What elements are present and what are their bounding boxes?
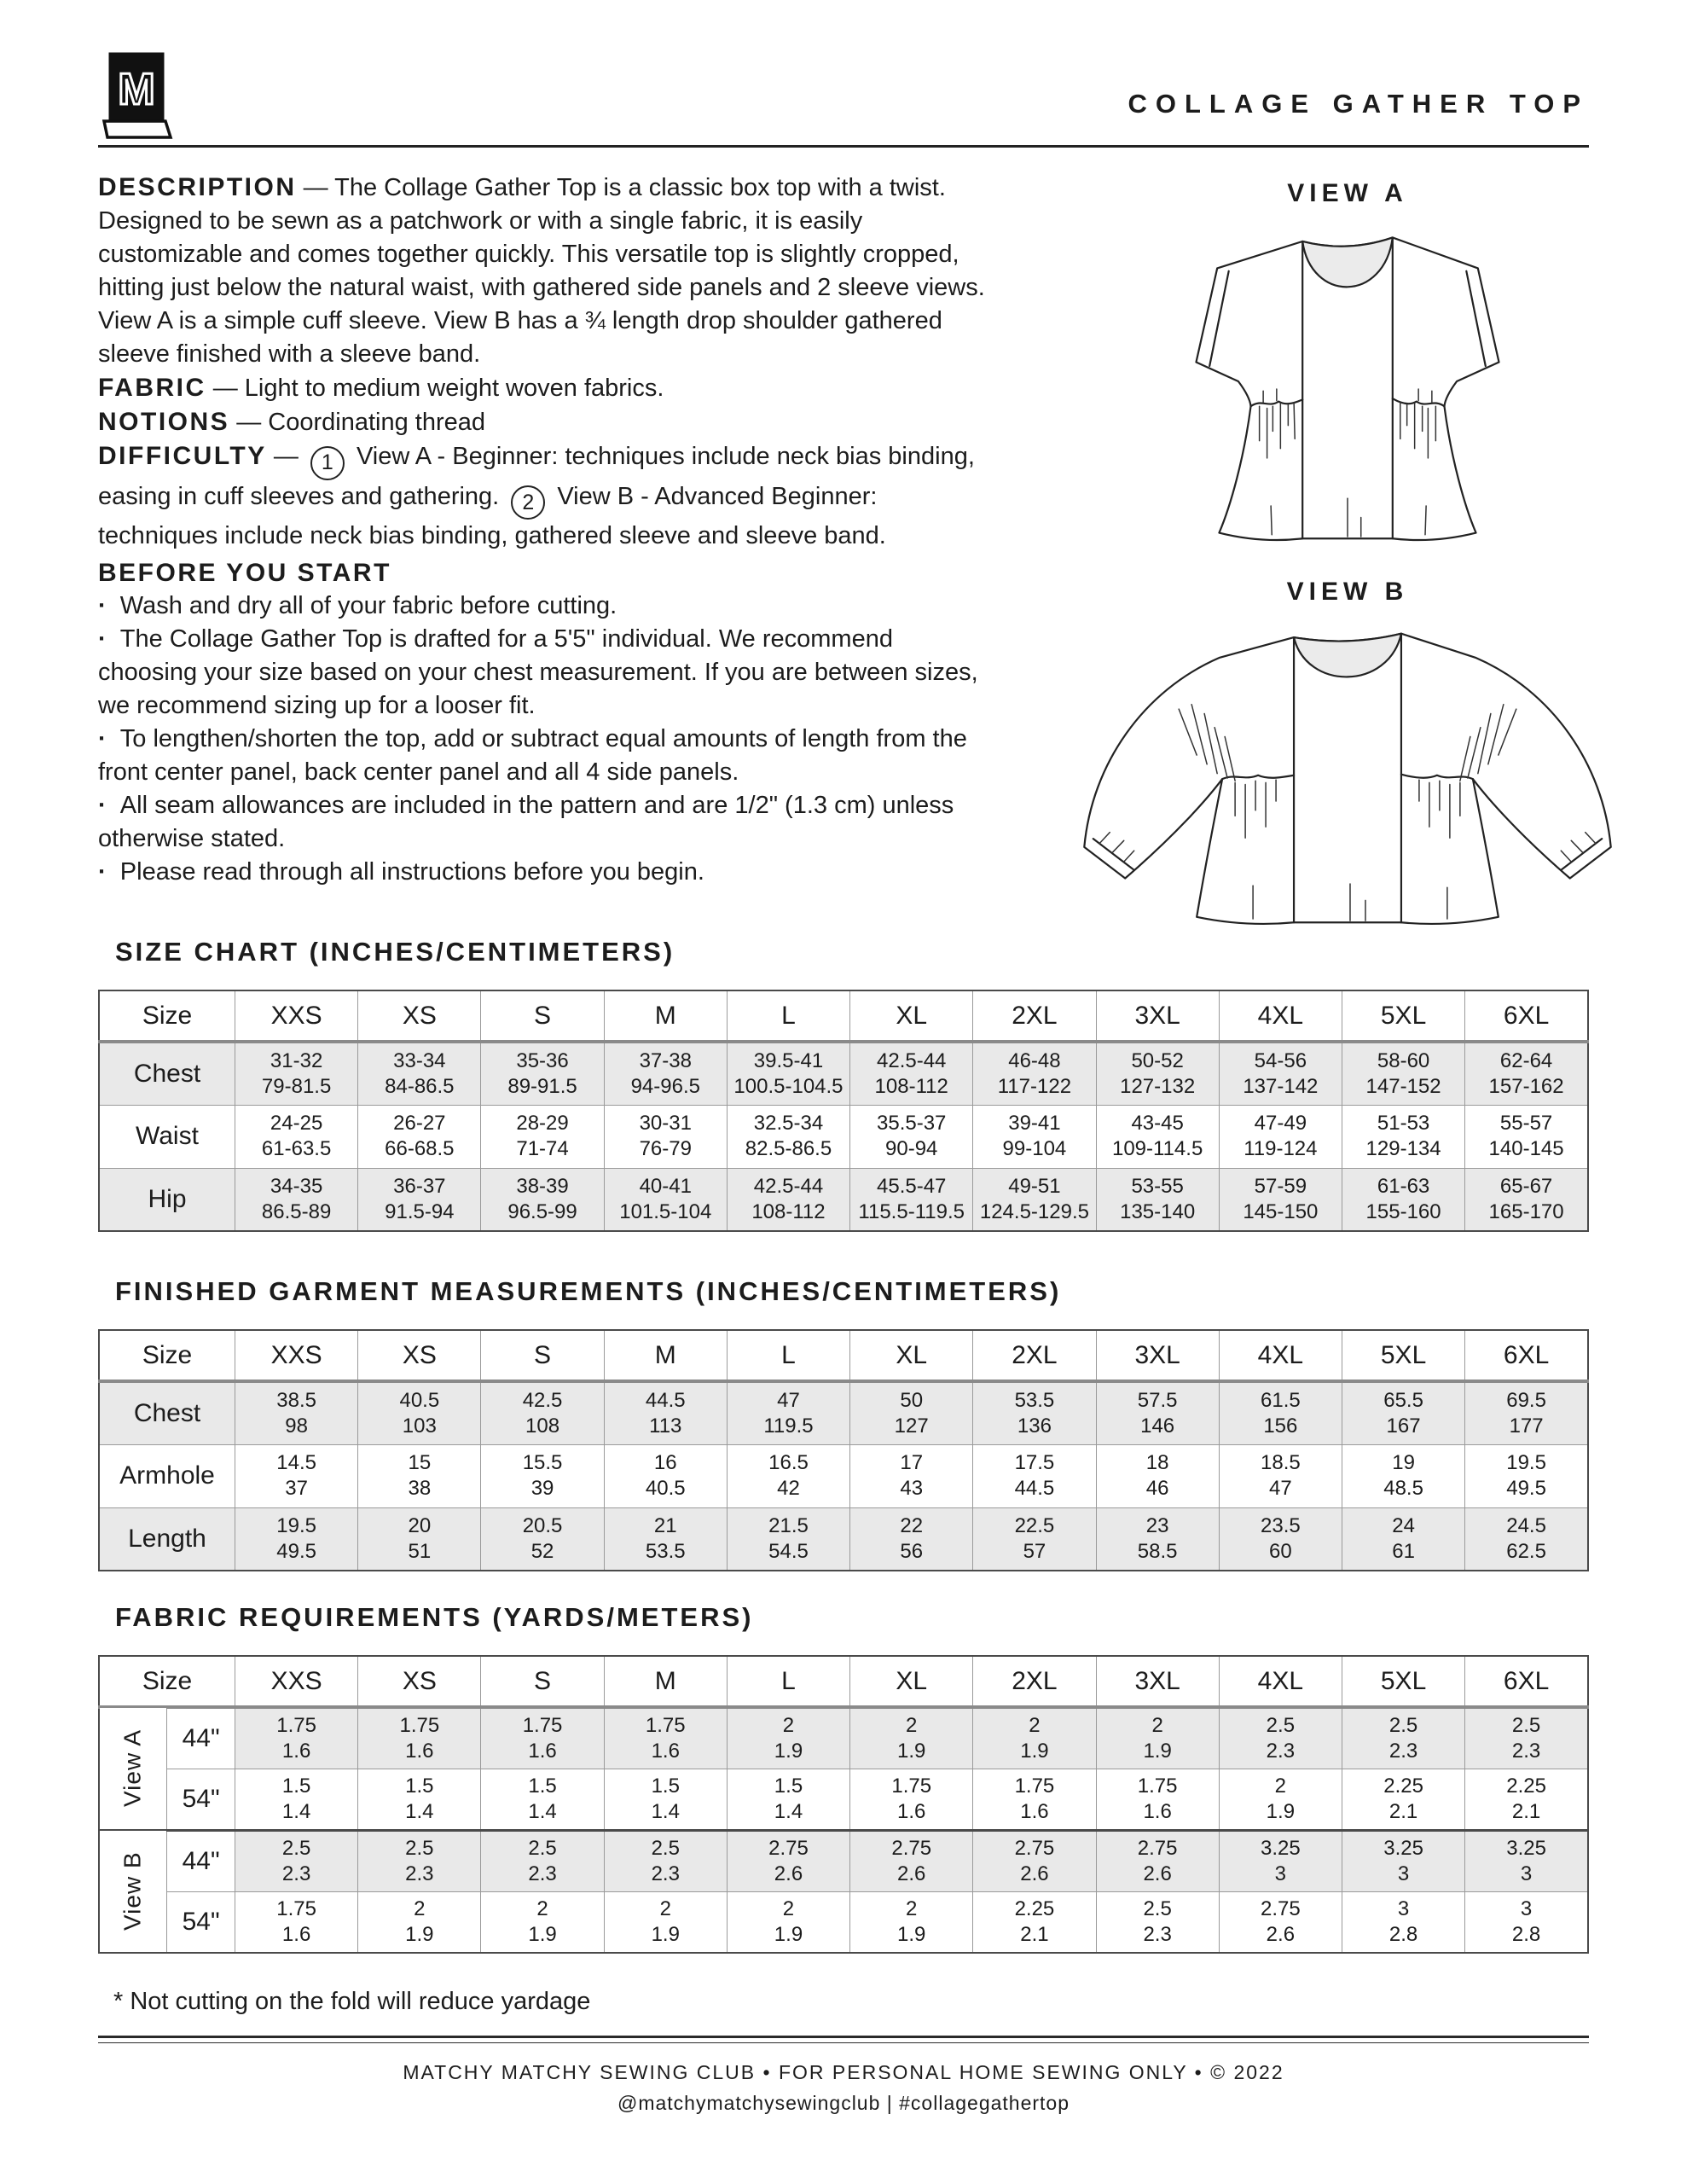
value-cell: 2 1.9	[1219, 1769, 1342, 1830]
description-text: — The Collage Gather Top is a classic box top with a twist. Designed to be sewn as a patchwork or with a single fabric, it is easily customizable and comes together quickly. This versatile top is slightly cropped, hitting just below the natural waist, with gathered side panels and 2 sleeve views. View A is a simple cuff sleeve. View B has a ¾ length drop shoulder gathered sleeve finished with a sleeve band.	[98, 174, 985, 368]
fabric-requirements-table	[98, 1655, 1589, 1954]
value-cell: 23 58.5	[1096, 1507, 1219, 1571]
value-cell: 2.25 2.1	[1342, 1769, 1464, 1830]
size-column-header: L	[727, 1656, 849, 1707]
value-cell: 35-36 89-91.5	[481, 1042, 604, 1105]
difficulty-1-badge: 1	[310, 446, 345, 480]
list-item: · Please read through all instructions before you begin.	[98, 856, 992, 889]
size-column-header: L	[727, 990, 849, 1042]
size-column-header: XL	[850, 1330, 973, 1381]
value-cell: 38-39 96.5-99	[481, 1168, 604, 1231]
value-cell: 16 40.5	[604, 1444, 727, 1507]
size-column-header: M	[604, 1656, 727, 1707]
row-label: Chest	[99, 1381, 235, 1444]
view-group-label: View A	[99, 1707, 167, 1830]
svg-text:M: M	[118, 65, 155, 114]
value-cell: 47 119.5	[727, 1381, 849, 1444]
list-item: · Wash and dry all of your fabric before cutting.	[98, 590, 992, 623]
value-cell: 21 53.5	[604, 1507, 727, 1571]
value-cell: 43-45 109-114.5	[1096, 1105, 1219, 1168]
header-divider	[98, 145, 1589, 148]
value-cell: 1.75 1.6	[235, 1707, 358, 1769]
value-cell: 65.5 167	[1342, 1381, 1464, 1444]
value-cell: 2 1.9	[850, 1707, 973, 1769]
list-item: · To lengthen/shorten the top, add or subtract equal amounts of length from the front center panel, back center panel and all 4 side panels.	[98, 723, 992, 789]
value-cell: 2.75 2.6	[727, 1830, 849, 1891]
size-column-header: 2XL	[973, 1330, 1096, 1381]
value-cell: 53-55 135-140	[1096, 1168, 1219, 1231]
size-header-cell: Size	[99, 1330, 235, 1381]
size-column-header: 4XL	[1219, 1656, 1342, 1707]
value-cell: 2.5 2.3	[1465, 1707, 1588, 1769]
value-cell: 55-57 140-145	[1465, 1105, 1588, 1168]
value-cell: 3.25 3	[1219, 1830, 1342, 1891]
difficulty-1-text: View A - Beginner: techniques include neck bias binding, easing in cuff sleeves and gathering.	[98, 443, 975, 510]
value-cell: 1.5 1.4	[604, 1769, 727, 1830]
description-paragraph	[98, 171, 992, 371]
view-b-illustration	[1053, 617, 1642, 939]
table-row	[99, 1105, 1588, 1168]
footer-copyright: MATCHY MATCHY SEWING CLUB • FOR PERSONAL HOME SEWING ONLY • © 2022	[403, 2061, 1284, 2083]
size-column-header: XL	[850, 1656, 973, 1707]
value-cell: 24-25 61-63.5	[235, 1105, 358, 1168]
value-cell: 42.5-44 108-112	[727, 1168, 849, 1231]
value-cell: 15 38	[358, 1444, 481, 1507]
value-cell: 22.5 57	[973, 1507, 1096, 1571]
value-cell: 37-38 94-96.5	[604, 1042, 727, 1105]
finished-measurements-title: FINISHED GARMENT MEASUREMENTS (INCHES/CENTIMETERS)	[115, 1276, 1062, 1306]
value-cell: 39.5-41 100.5-104.5	[727, 1042, 849, 1105]
fabric-width-label: 44"	[167, 1830, 235, 1891]
before-you-start-heading: BEFORE YOU START	[98, 559, 391, 587]
value-cell: 30-31 76-79	[604, 1105, 727, 1168]
size-column-header: 6XL	[1465, 1330, 1588, 1381]
value-cell: 3.25 3	[1342, 1830, 1464, 1891]
list-item: · All seam allowances are included in the pattern and are 1/2" (1.3 cm) unless otherwise stated.	[98, 789, 992, 856]
value-cell: 26-27 66-68.5	[358, 1105, 481, 1168]
fabric-requirements-section	[98, 1602, 1589, 1954]
difficulty-2-text: View B - Advanced Beginner: techniques include neck bias binding, gathered sleeve and sleeve band.	[98, 482, 886, 549]
value-cell: 2.5 2.3	[1096, 1891, 1219, 1953]
value-cell: 2.5 2.3	[604, 1830, 727, 1891]
size-column-header: L	[727, 1330, 849, 1381]
value-cell: 57-59 145-150	[1219, 1168, 1342, 1231]
value-cell: 1.75 1.6	[973, 1769, 1096, 1830]
value-cell: 2.5 2.3	[1219, 1707, 1342, 1769]
value-cell: 2 1.9	[850, 1891, 973, 1953]
difficulty-dash: —	[273, 443, 299, 470]
value-cell: 62-64 157-162	[1465, 1042, 1588, 1105]
size-chart-table	[98, 990, 1589, 1232]
size-column-header: 2XL	[973, 1656, 1096, 1707]
difficulty-paragraph	[98, 439, 992, 553]
size-column-header: XS	[358, 1330, 481, 1381]
value-cell: 2.5 2.3	[1342, 1707, 1464, 1769]
table-row	[99, 1707, 1588, 1769]
value-cell: 32.5-34 82.5-86.5	[727, 1105, 849, 1168]
value-cell: 1.75 1.6	[481, 1707, 604, 1769]
value-cell: 2.75 2.6	[973, 1830, 1096, 1891]
value-cell: 42.5-44 108-112	[850, 1042, 973, 1105]
value-cell: 3 2.8	[1342, 1891, 1464, 1953]
value-cell: 22 56	[850, 1507, 973, 1571]
value-cell: 19 48.5	[1342, 1444, 1464, 1507]
table-row	[99, 1891, 1588, 1953]
value-cell: 45.5-47 115.5-119.5	[850, 1168, 973, 1231]
value-cell: 2.75 2.6	[1096, 1830, 1219, 1891]
value-cell: 35.5-37 90-94	[850, 1105, 973, 1168]
value-cell: 1.5 1.4	[358, 1769, 481, 1830]
value-cell: 1.75 1.6	[850, 1769, 973, 1830]
value-cell: 61-63 155-160	[1342, 1168, 1464, 1231]
value-cell: 40-41 101.5-104	[604, 1168, 727, 1231]
view-b-label: VIEW B	[1286, 578, 1409, 606]
fabric-width-label: 54"	[167, 1769, 235, 1830]
value-cell: 2 1.9	[604, 1891, 727, 1953]
row-label: Waist	[99, 1105, 235, 1168]
value-cell: 24 61	[1342, 1507, 1464, 1571]
table-row	[99, 1830, 1588, 1891]
value-cell: 3.25 3	[1465, 1830, 1588, 1891]
difficulty-2-badge: 2	[511, 485, 545, 520]
fabric-width-label: 54"	[167, 1891, 235, 1953]
value-cell: 57.5 146	[1096, 1381, 1219, 1444]
value-cell: 31-32 79-81.5	[235, 1042, 358, 1105]
row-label: Chest	[99, 1042, 235, 1105]
size-column-header: 4XL	[1219, 990, 1342, 1042]
table-row	[99, 1042, 1588, 1105]
value-cell: 53.5 136	[973, 1381, 1096, 1444]
size-column-header: 5XL	[1342, 1330, 1464, 1381]
value-cell: 19.5 49.5	[1465, 1444, 1588, 1507]
value-cell: 24.5 62.5	[1465, 1507, 1588, 1571]
value-cell: 50 127	[850, 1381, 973, 1444]
value-cell: 34-35 86.5-89	[235, 1168, 358, 1231]
fabric-label: FABRIC	[98, 374, 206, 402]
notions-paragraph	[98, 405, 992, 439]
value-cell: 23.5 60	[1219, 1507, 1342, 1571]
difficulty-label: DIFFICULTY	[98, 442, 267, 470]
value-cell: 2.5 2.3	[358, 1830, 481, 1891]
value-cell: 2.75 2.6	[850, 1830, 973, 1891]
size-column-header: S	[481, 1656, 604, 1707]
size-column-header: XXS	[235, 990, 358, 1042]
footer-social: @matchymatchysewingclub | #collagegathertop	[617, 2092, 1070, 2114]
view-group-label: View B	[99, 1830, 167, 1953]
value-cell: 33-34 84-86.5	[358, 1042, 481, 1105]
value-cell: 49-51 124.5-129.5	[973, 1168, 1096, 1231]
size-column-header: 6XL	[1465, 990, 1588, 1042]
fabric-requirements-title: FABRIC REQUIREMENTS (YARDS/METERS)	[115, 1602, 754, 1632]
finished-measurements-section	[98, 1276, 1589, 1571]
value-cell: 18.5 47	[1219, 1444, 1342, 1507]
description-label: DESCRIPTION	[98, 173, 297, 201]
value-cell: 40.5 103	[358, 1381, 481, 1444]
yardage-footnote: * Not cutting on the fold will reduce yardage	[113, 1988, 591, 2015]
value-cell: 20 51	[358, 1507, 481, 1571]
value-cell: 50-52 127-132	[1096, 1042, 1219, 1105]
value-cell: 3 2.8	[1465, 1891, 1588, 1953]
value-cell: 2 1.9	[727, 1891, 849, 1953]
row-label: Armhole	[99, 1444, 235, 1507]
value-cell: 58-60 147-152	[1342, 1042, 1464, 1105]
value-cell: 17.5 44.5	[973, 1444, 1096, 1507]
table-row	[99, 1381, 1588, 1444]
size-column-header: S	[481, 1330, 604, 1381]
value-cell: 61.5 156	[1219, 1381, 1342, 1444]
table-row	[99, 1444, 1588, 1507]
value-cell: 46-48 117-122	[973, 1042, 1096, 1105]
value-cell: 2.5 2.3	[235, 1830, 358, 1891]
value-cell: 15.5 39	[481, 1444, 604, 1507]
page-title: COLLAGE GATHER TOP	[1128, 89, 1589, 119]
row-label: Hip	[99, 1168, 235, 1231]
value-cell: 51-53 129-134	[1342, 1105, 1464, 1168]
value-cell: 16.5 42	[727, 1444, 849, 1507]
value-cell: 42.5 108	[481, 1381, 604, 1444]
value-cell: 1.75 1.6	[358, 1707, 481, 1769]
table-row	[99, 1769, 1588, 1830]
size-column-header: S	[481, 990, 604, 1042]
measurement-table	[98, 990, 1589, 1232]
illustration-column	[1045, 179, 1650, 944]
value-cell: 19.5 49.5	[235, 1507, 358, 1571]
value-cell: 2 1.9	[1096, 1707, 1219, 1769]
size-column-header: XL	[850, 990, 973, 1042]
value-cell: 2.25 2.1	[973, 1891, 1096, 1953]
value-cell: 18 46	[1096, 1444, 1219, 1507]
value-cell: 38.5 98	[235, 1381, 358, 1444]
size-column-header: XS	[358, 1656, 481, 1707]
size-header-cell: Size	[99, 990, 235, 1042]
size-column-header: 5XL	[1342, 990, 1464, 1042]
value-cell: 2 1.9	[481, 1891, 604, 1953]
table-row	[99, 1168, 1588, 1231]
size-column-header: M	[604, 1330, 727, 1381]
value-cell: 1.5 1.4	[727, 1769, 849, 1830]
value-cell: 2.25 2.1	[1465, 1769, 1588, 1830]
view-a-illustration	[1156, 218, 1539, 544]
size-column-header: XS	[358, 990, 481, 1042]
notions-label: NOTIONS	[98, 408, 230, 436]
value-cell: 2 1.9	[727, 1707, 849, 1769]
value-cell: 17 43	[850, 1444, 973, 1507]
value-cell: 2 1.9	[973, 1707, 1096, 1769]
value-cell: 20.5 52	[481, 1507, 604, 1571]
size-column-header: 5XL	[1342, 1656, 1464, 1707]
finished-measurements-table	[98, 1329, 1589, 1571]
view-a-label: VIEW A	[1287, 179, 1408, 207]
size-chart-title: SIZE CHART (INCHES/CENTIMETERS)	[115, 937, 675, 967]
fabric-text: — Light to medium weight woven fabrics.	[212, 375, 664, 402]
footer-divider	[98, 2036, 1589, 2043]
before-you-start-list	[98, 590, 992, 889]
size-column-header: XXS	[235, 1656, 358, 1707]
fabric-width-label: 44"	[167, 1707, 235, 1769]
measurement-table	[98, 1329, 1589, 1571]
value-cell: 69.5 177	[1465, 1381, 1588, 1444]
value-cell: 65-67 165-170	[1465, 1168, 1588, 1231]
value-cell: 1.5 1.4	[481, 1769, 604, 1830]
size-header-cell: Size	[99, 1656, 235, 1707]
size-column-header: XXS	[235, 1330, 358, 1381]
row-label: Length	[99, 1507, 235, 1571]
value-cell: 47-49 119-124	[1219, 1105, 1342, 1168]
value-cell: 36-37 91.5-94	[358, 1168, 481, 1231]
size-column-header: 6XL	[1465, 1656, 1588, 1707]
value-cell: 39-41 99-104	[973, 1105, 1096, 1168]
value-cell: 54-56 137-142	[1219, 1042, 1342, 1105]
fabric-table	[98, 1655, 1589, 1954]
value-cell: 2.5 2.3	[481, 1830, 604, 1891]
value-cell: 28-29 71-74	[481, 1105, 604, 1168]
size-column-header: M	[604, 990, 727, 1042]
value-cell: 1.75 1.6	[604, 1707, 727, 1769]
logo-m-stamp-icon	[101, 51, 176, 140]
table-row	[99, 1507, 1588, 1571]
size-column-header: 3XL	[1096, 1656, 1219, 1707]
value-cell: 21.5 54.5	[727, 1507, 849, 1571]
brand-logo	[101, 51, 176, 144]
size-column-header: 3XL	[1096, 990, 1219, 1042]
value-cell: 2.75 2.6	[1219, 1891, 1342, 1953]
value-cell: 1.75 1.6	[235, 1891, 358, 1953]
value-cell: 14.5 37	[235, 1444, 358, 1507]
info-column	[98, 171, 992, 889]
value-cell: 1.5 1.4	[235, 1769, 358, 1830]
fabric-paragraph	[98, 371, 992, 405]
notions-text: — Coordinating thread	[236, 409, 486, 436]
value-cell: 2 1.9	[358, 1891, 481, 1953]
value-cell: 1.75 1.6	[1096, 1769, 1219, 1830]
size-column-header: 2XL	[973, 990, 1096, 1042]
size-chart-section	[98, 937, 1589, 1232]
size-column-header: 4XL	[1219, 1330, 1342, 1381]
list-item: · The Collage Gather Top is drafted for a 5'5" individual. We recommend choosing your size based on your chest measurement. If you are between sizes, we recommend sizing up for a looser fit.	[98, 623, 992, 723]
size-column-header: 3XL	[1096, 1330, 1219, 1381]
value-cell: 44.5 113	[604, 1381, 727, 1444]
